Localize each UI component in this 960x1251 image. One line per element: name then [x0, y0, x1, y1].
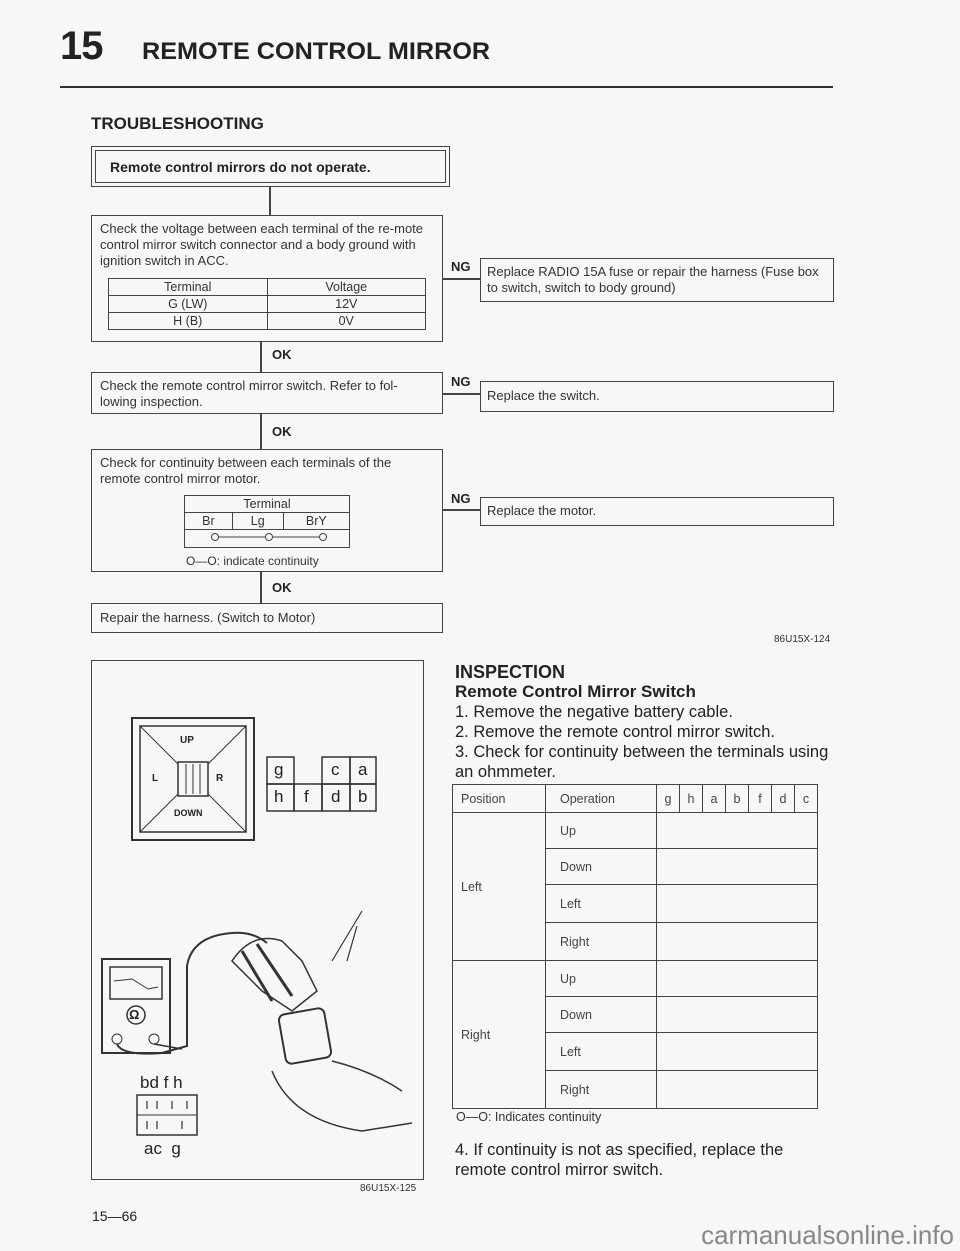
watermark: carmanualsonline.info [701, 1220, 954, 1250]
terminal-label-f: f [304, 787, 309, 806]
step1-box [91, 215, 443, 342]
terminal-label-h: h [274, 787, 284, 806]
terminal-label-b: b [358, 787, 368, 806]
switch-left-label: L [152, 773, 159, 784]
step2-ng-text: Replace the switch. [487, 388, 600, 403]
continuity-cell [657, 885, 818, 923]
continuity-header: a [703, 785, 726, 813]
inspection-step: 2. Remove the remote control mirror switch. [455, 723, 776, 741]
step3-text: Check for continuity between each terminals of the remote control mirror motor. [100, 455, 392, 486]
connector-bottom-label: ac g [144, 1139, 181, 1158]
ok-label: OK [272, 347, 292, 362]
section-title: TROUBLESHOOTING [91, 114, 264, 133]
connector-top-label: bd f h [140, 1073, 183, 1092]
operation-cell: Left [546, 1033, 657, 1071]
figure-code: 86U15X-124 [774, 634, 831, 645]
continuity-table [452, 784, 818, 1109]
switch-up-label: UP [180, 735, 194, 746]
inspection-subtitle: Remote Control Mirror Switch [455, 682, 696, 701]
step1-text: Check the voltage between each terminal of the re-mote control mirror switch connector and a body ground with ignition switch in ACC. [100, 221, 424, 268]
voltage-table-header: Terminal [109, 279, 268, 296]
position-cell: Left [453, 813, 546, 961]
voltage-table-cell: H (B) [109, 313, 268, 330]
problem-text: Remote control mirrors do not operate. [95, 150, 446, 183]
step4-box [91, 603, 443, 633]
operation-cell: Right [546, 1071, 657, 1109]
inspection-step: 4. If continuity is not as specified, replace the remote control mirror switch. [455, 1141, 784, 1179]
chapter-number: 15 [60, 24, 103, 68]
inspection-step: 3. Check for continuity between the terminals using an ohmmeter. [455, 743, 829, 781]
operation-cell: Up [546, 813, 657, 849]
inspection-title: INSPECTION [455, 662, 566, 682]
continuity-note: O—O: indicate continuity [186, 554, 319, 568]
terminal-label-d: d [331, 787, 341, 806]
voltage-table-cell: 0V [267, 313, 426, 330]
continuity-header: f [749, 785, 772, 813]
header-rule [60, 86, 833, 88]
continuity-cell [657, 1033, 818, 1071]
terminal-label-c: c [331, 760, 340, 779]
continuity-header: c [795, 785, 818, 813]
motor-terminal-cell: BrY [283, 513, 349, 530]
motor-terminal-cell: Lg [232, 513, 283, 530]
voltage-table-cell: 12V [267, 296, 426, 313]
ng-connector [443, 393, 480, 395]
ng-connector [443, 509, 480, 511]
continuity-header: g [657, 785, 680, 813]
continuity-cell [657, 813, 818, 849]
operation-cell: Down [546, 997, 657, 1033]
continuity-cell [657, 997, 818, 1033]
operation-cell: Left [546, 885, 657, 923]
step3-ng-text: Replace the motor. [487, 503, 597, 518]
position-cell: Right [453, 961, 546, 1109]
chapter-title: REMOTE CONTROL MIRROR [142, 38, 491, 65]
ok-label: OK [272, 580, 292, 595]
flow-connector [260, 414, 262, 449]
ohm-icon: Ω [129, 1007, 140, 1022]
step1-ng-text: Replace RADIO 15A fuse or repair the harness (Fuse box to switch, switch to body ground) [487, 264, 819, 295]
step1-ng-box [480, 258, 834, 302]
continuity-header: h [680, 785, 703, 813]
step2-text: Check the remote control mirror switch. Refer to fol-lowing inspection. [100, 378, 398, 409]
motor-terminal-cell: Br [185, 513, 233, 530]
motor-continuity-row [185, 530, 350, 548]
continuity-cell [657, 961, 818, 997]
continuity-header: b [726, 785, 749, 813]
step3-box [91, 449, 443, 572]
switch-down-label: DOWN [174, 808, 203, 818]
motor-terminal-header: Terminal [185, 496, 350, 513]
page-number: 15—66 [92, 1208, 138, 1224]
ng-label: NG [451, 491, 471, 506]
continuity-header: Operation [546, 785, 657, 813]
continuity-header: Position [453, 785, 546, 813]
continuity-cell [657, 923, 818, 961]
flow-connector [260, 342, 262, 372]
ng-connector [443, 278, 480, 280]
step3-ng-box [480, 497, 834, 526]
ok-label: OK [272, 424, 292, 439]
motor-terminal-table [184, 495, 350, 548]
terminal-label-a: a [358, 760, 368, 779]
continuity-header: d [772, 785, 795, 813]
operation-cell: Up [546, 961, 657, 997]
voltage-table-cell: G (LW) [109, 296, 268, 313]
continuity-cell [657, 849, 818, 885]
operation-cell: Down [546, 849, 657, 885]
problem-box [91, 146, 450, 187]
inspection-step: 1. Remove the negative battery cable. [455, 703, 733, 721]
continuity-legend: O—O: Indicates continuity [456, 1110, 602, 1124]
switch-figure [91, 660, 424, 1180]
continuity-cell [657, 1071, 818, 1109]
step2-ng-box [480, 381, 834, 412]
switch-right-label: R [216, 773, 224, 784]
ng-label: NG [451, 374, 471, 389]
terminal-label-g: g [274, 760, 284, 779]
flow-connector [269, 187, 271, 215]
ng-label: NG [451, 259, 471, 274]
switch-diagram-icon [92, 661, 422, 1177]
voltage-table-header: Voltage [267, 279, 426, 296]
flow-connector [260, 572, 262, 603]
figure-code: 86U15X-125 [360, 1183, 417, 1194]
voltage-table [108, 278, 426, 330]
step4-text: Repair the harness. (Switch to Motor) [100, 610, 316, 625]
continuity-symbol-icon [187, 530, 347, 544]
operation-cell: Right [546, 923, 657, 961]
step2-box [91, 372, 443, 414]
